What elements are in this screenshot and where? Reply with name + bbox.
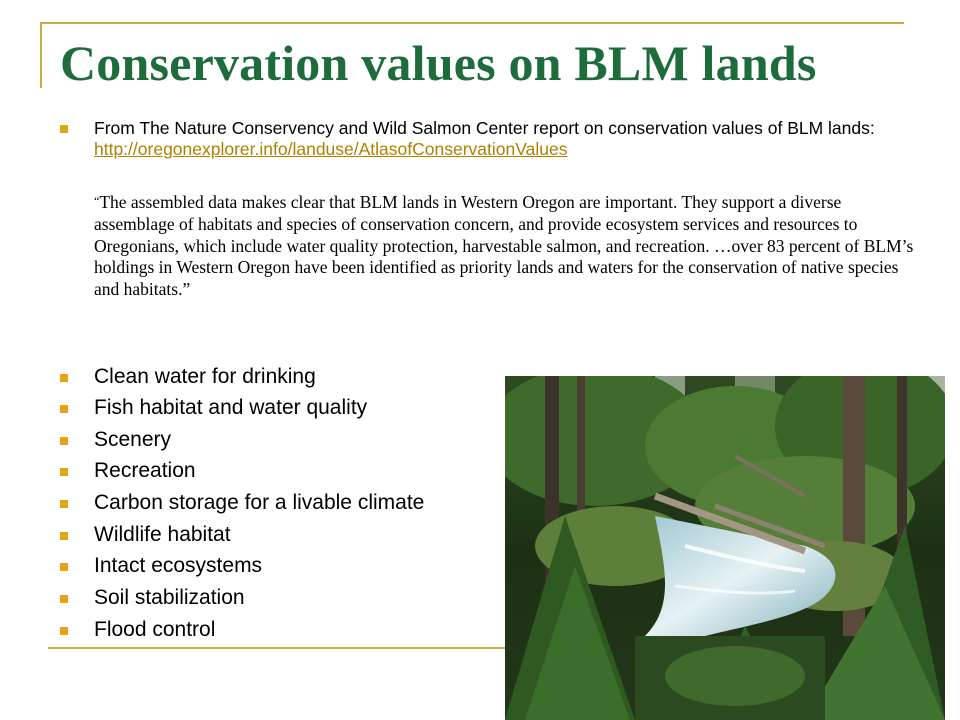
list-item: Clean water for drinking — [94, 365, 316, 388]
quote-open-mark: “ — [94, 194, 100, 208]
bullet-icon — [60, 627, 68, 635]
quote-text: The assembled data makes clear that BLM lands in Western Oregon are important. They support a diverse assemblage of habitats and species of conservation concern, and provide ecosystem services and resources to Oregonians, which include water quality protection, harvestable salmon, and recreation. …over 83 percent of BLM’s holdings in Western Oregon have been identified as priority lands and waters for the conservation of native species and habitats.” — [94, 192, 914, 300]
bullet-icon — [60, 437, 68, 445]
bullet-icon — [60, 468, 68, 476]
bullet-icon — [60, 125, 68, 133]
list-item: Wildlife habitat — [94, 523, 231, 546]
slide-title: Conservation values on BLM lands — [60, 35, 817, 91]
frame-bottom-line — [48, 647, 506, 649]
bullet-icon — [60, 500, 68, 508]
bullet-icon — [60, 563, 68, 571]
bullet-icon — [60, 595, 68, 603]
list-item: Soil stabilization — [94, 586, 245, 609]
intro-paragraph — [94, 118, 914, 160]
list-item: Intact ecosystems — [94, 554, 263, 577]
list-item: Flood control — [94, 618, 216, 641]
list-item: Carbon storage for a livable climate — [94, 491, 425, 514]
bullet-icon — [60, 405, 68, 413]
bullet-icon — [60, 374, 68, 382]
frame-top-line — [40, 22, 904, 24]
list-item: Recreation — [94, 459, 196, 482]
list-item: Scenery — [94, 428, 172, 451]
bullet-icon — [60, 532, 68, 540]
forest-river-illustration — [505, 376, 945, 720]
intro-text: From The Nature Conservency and Wild Salmon Center report on conservation values of BLM lands: — [94, 118, 875, 138]
report-quote — [94, 191, 914, 301]
forest-river-photo — [505, 376, 945, 720]
frame-left-line — [40, 22, 42, 88]
list-item: Fish habitat and water quality — [94, 396, 368, 419]
atlas-link[interactable]: http://oregonexplorer.info/landuse/AtlasofConservationValues — [94, 139, 568, 159]
